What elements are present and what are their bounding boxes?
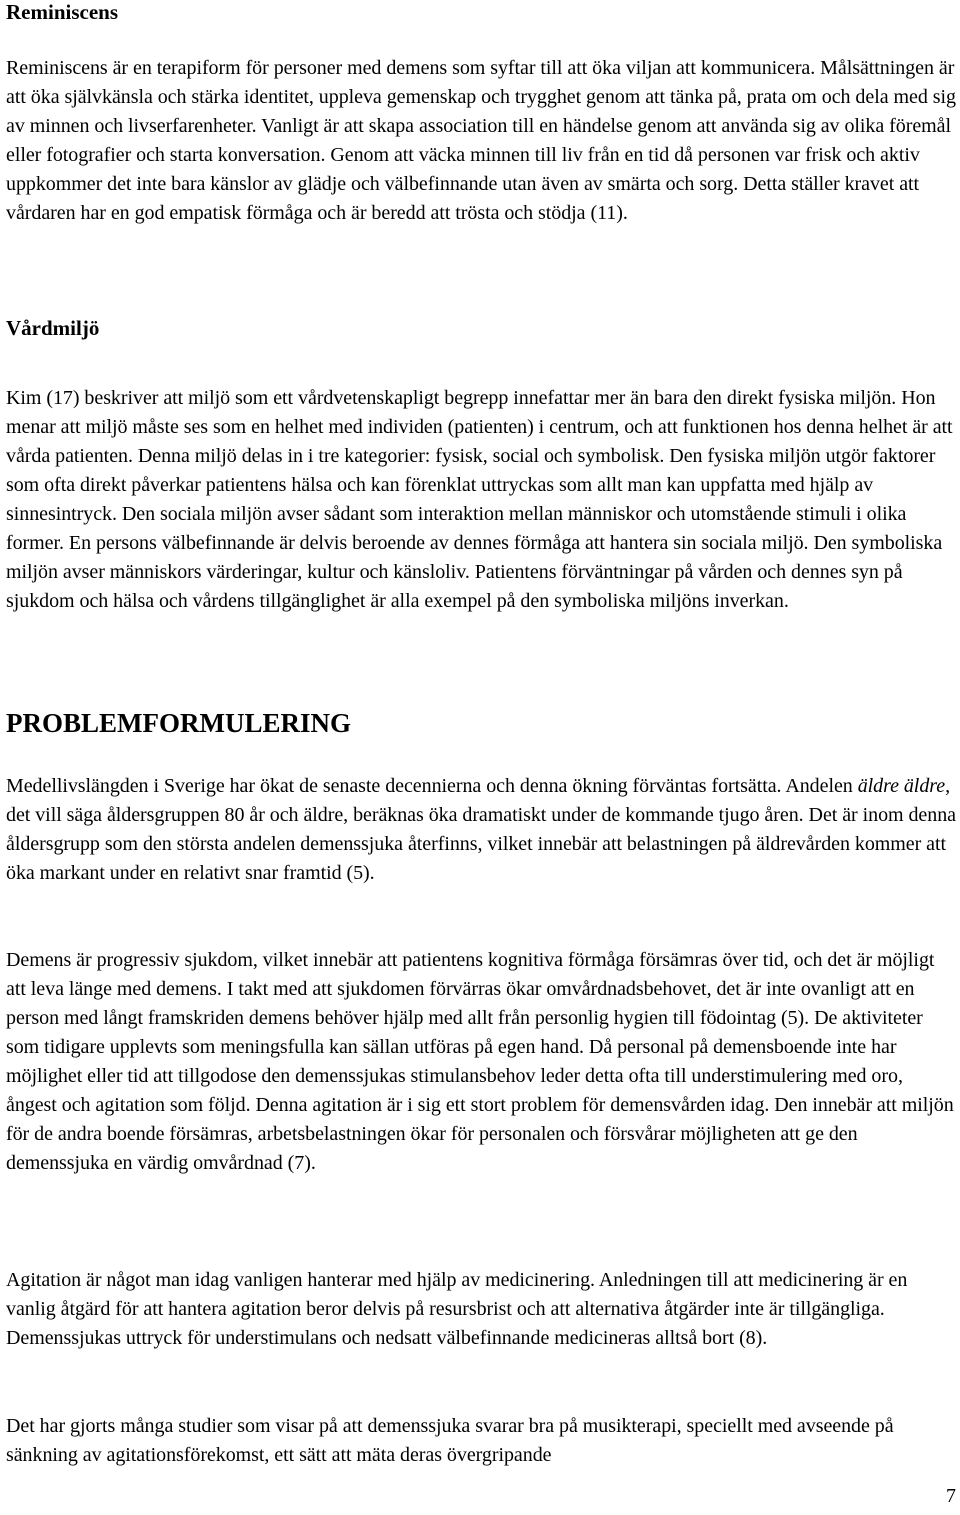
section-heading-reminiscens: Reminiscens	[6, 0, 118, 24]
paragraph-medellivslangd-part1: Medellivslängden i Sverige har ökat de senaste decennierna och denna ökning förväntas fortsätta. Andelen	[6, 775, 858, 797]
paragraph-agitation: Agitation är något man idag vanligen hanterar med hjälp av medicinering. Anledningen till att medicinering är en vanlig åtgärd för att hantera agitation beror delvis på resursbrist och att alternativa åtgärder inte är tillgängliga. Demenssjukas uttryck för understimulans och nedsatt välbefinnande medicineras alltså bort (8).	[6, 1269, 908, 1349]
section-heading-problemformulering: PROBLEMFORMULERING	[6, 708, 352, 738]
section-heading-vardmiljo: Vårdmiljö	[6, 316, 100, 340]
paragraph-medellivslangd-part2: det vill säga åldersgruppen 80 år och äldre, beräknas öka dramatiskt under de kommande tjugo åren. Det är inom denna åldersgrupp som den största andelen demenssjuka återfinns, vilket innebär att belastningen på äldrevården kommer att öka markant under en relativt snar framtid (5).	[6, 804, 956, 884]
paragraph-vardmiljo: Kim (17) beskriver att miljö som ett vårdvetenskapligt begrepp innefattar mer än bara den direkt fysiska miljön. Hon menar att miljö måste ses som en helhet med individen (patienten) i centrum, och att funktionen hos denna helhet är att vårda patienten. Denna miljö delas in i tre kategorier: fysisk, social och symbolisk. Den fysiska miljön utgör faktorer som ofta direkt påverkar patientens hälsa och kan förenklat uttryckas som allt man kan uppfatta med hjälp av sinnesintryck. Den sociala miljön avser sådant som interaktion mellan människor och utomstående stimuli i olika former. En persons välbefinnande är delvis beroende av dennes förmåga att hantera sin sociala miljö. Den symboliska miljön avser människors värderingar, kultur och känsloliv. Patientens förväntningar på vården och dennes syn på sjukdom och hälsa och vårdens tillgänglighet är alla exempel på den symboliska miljöns inverkan.	[6, 387, 953, 612]
page-number: 7	[946, 1485, 956, 1507]
italic-term-aldre-aldre: äldre äldre,	[857, 775, 951, 797]
paragraph-demens: Demens är progressiv sjukdom, vilket innebär att patientens kognitiva förmåga försämras över tid, och det är möjligt att leva länge med demens. I takt med att sjukdomen förvärras ökar omvårdnadsbehovet, det är inte ovanligt att en person med långt framskriden demens behöver hjälp med allt från personlig hygien till födointag (5). De aktiviteter som tidigare upplevts som meningsfulla kan sällan utföras på egen hand. Då personal på demensboende inte har möjlighet eller tid att tillgodose den demenssjukas stimulansbehov leder detta ofta till understimulering med oro, ångest och agitation som följd. Denna agitation är i sig ett stort problem för demensvården idag. Den innebär att miljön för de andra boende försämras, arbetsbelastningen ökar för personalen och försvårar möjligheten att ge den demenssjuka en värdig omvårdnad (7).	[6, 949, 954, 1174]
paragraph-studier: Det har gjorts många studier som visar på att demenssjuka svarar bra på musikterapi, speciellt med avseende på sänkning av agitationsförekomst, ett sätt att mäta deras övergripande	[6, 1415, 894, 1466]
paragraph-medellivslangd	[6, 772, 956, 888]
paragraph-reminiscens: Reminiscens är en terapiform för personer med demens som syftar till att öka viljan att kommunicera. Målsättningen är att öka självkänsla och stärka identitet, uppleva gemenskap och trygghet genom att tänka på, prata om och dela med sig av minnen och livserfarenheter. Vanligt är att skapa association till en händelse genom att använda sig av olika föremål eller fotografier och starta konversation. Genom att väcka minnen till liv från en tid då personen var frisk och aktiv uppkommer det inte bara känslor av glädje och välbefinnande utan även av smärta och sorg. Detta ställer kravet att vårdaren har en god empatisk förmåga och är beredd att trösta och stödja (11).	[6, 57, 956, 224]
